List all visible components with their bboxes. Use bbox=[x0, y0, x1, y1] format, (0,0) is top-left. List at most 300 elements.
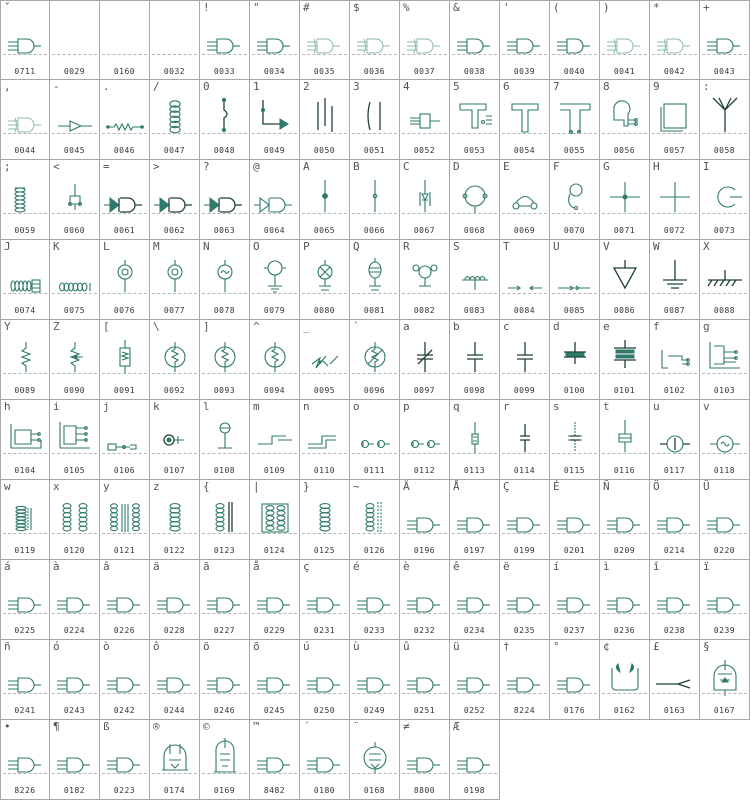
glyph-cell bbox=[350, 560, 400, 640]
glyph-code: 0095 bbox=[313, 386, 336, 395]
glyph-cell bbox=[700, 0, 750, 80]
glyph-cell bbox=[350, 400, 400, 480]
cap-dashed-icon bbox=[550, 400, 600, 460]
glyph-character: å bbox=[253, 560, 260, 573]
baseline-divider bbox=[52, 213, 97, 214]
glyph-cell bbox=[400, 80, 450, 160]
glyph-code: 0090 bbox=[63, 386, 86, 395]
baseline-divider bbox=[602, 613, 647, 614]
glyph-cell bbox=[250, 160, 300, 240]
glyph-cell bbox=[550, 640, 600, 720]
glyph-character: Ü bbox=[703, 480, 710, 493]
glyph-cell bbox=[500, 0, 550, 80]
diode-gate-light-icon bbox=[250, 160, 300, 220]
glyph-cell bbox=[650, 80, 700, 160]
baseline-divider bbox=[3, 293, 47, 294]
glyph-code: 8224 bbox=[513, 706, 536, 715]
baseline-divider bbox=[452, 373, 497, 374]
glyph-code: 0054 bbox=[513, 146, 536, 155]
glyph-cell bbox=[250, 400, 300, 480]
baseline-divider bbox=[52, 533, 97, 534]
glyph-cell bbox=[300, 400, 350, 480]
glyph-code: 0236 bbox=[613, 626, 636, 635]
glyph-code: 0250 bbox=[313, 706, 336, 715]
cap-battery-icon bbox=[550, 320, 600, 380]
fuse-v-icon bbox=[450, 400, 500, 460]
glyph-character: o bbox=[353, 400, 360, 413]
loop-circles-icon bbox=[450, 160, 500, 220]
ground-icon bbox=[650, 240, 700, 300]
glyph-code: 0214 bbox=[663, 546, 686, 555]
glyph-character: C bbox=[403, 160, 410, 173]
glyph-character: O bbox=[253, 240, 260, 253]
glyph-code: 0113 bbox=[463, 466, 486, 475]
glyph-code: 0091 bbox=[113, 386, 136, 395]
glyph-character: r bbox=[503, 400, 510, 413]
gate-icon bbox=[100, 560, 150, 620]
glyph-character: u bbox=[653, 400, 660, 413]
gate-icon bbox=[700, 560, 750, 620]
glyph-character: † bbox=[503, 640, 510, 653]
resistor-circle-arrow-icon bbox=[350, 320, 400, 380]
baseline-divider bbox=[552, 293, 597, 294]
baseline-divider bbox=[552, 533, 597, 534]
glyph-cell bbox=[650, 160, 700, 240]
glyph-character: A bbox=[303, 160, 310, 173]
gate-icon bbox=[550, 1, 600, 61]
glyph-cell bbox=[0, 640, 50, 720]
glyph-character: ¨ bbox=[353, 720, 360, 733]
glyph-character: G bbox=[603, 160, 610, 173]
baseline-divider bbox=[152, 773, 197, 774]
baseline-divider bbox=[3, 133, 47, 134]
glyph-cell bbox=[0, 80, 50, 160]
glyph-character: ! bbox=[203, 1, 210, 14]
glyph-character: ì bbox=[603, 560, 610, 573]
glyph-cell bbox=[350, 640, 400, 720]
baseline-divider bbox=[152, 293, 197, 294]
glyph-code: 0082 bbox=[413, 306, 436, 315]
glyph-code: 0174 bbox=[163, 786, 186, 795]
dot-line-small-icon bbox=[350, 160, 400, 220]
gate-icon bbox=[150, 560, 200, 620]
gate-icon bbox=[200, 560, 250, 620]
glyph-cell bbox=[0, 320, 50, 400]
glyph-character: í bbox=[553, 560, 560, 573]
glyph-character: p bbox=[403, 400, 410, 413]
glyph-character: H bbox=[653, 160, 660, 173]
baseline-divider bbox=[202, 613, 247, 614]
glyph-cell bbox=[700, 160, 750, 240]
resistor-h-icon bbox=[100, 80, 150, 140]
glyph-code: 0096 bbox=[363, 386, 386, 395]
baseline-divider bbox=[352, 373, 397, 374]
glyph-cell bbox=[100, 320, 150, 400]
baseline-divider bbox=[3, 773, 47, 774]
resistor-circle-icon bbox=[150, 320, 200, 380]
glyph-code: 0244 bbox=[163, 706, 186, 715]
gate-icon bbox=[50, 560, 100, 620]
glyph-character: é bbox=[353, 560, 360, 573]
baseline-divider bbox=[702, 453, 747, 454]
baseline-divider bbox=[352, 453, 397, 454]
glyph-code: 0097 bbox=[413, 386, 436, 395]
glyph-code: 0068 bbox=[463, 226, 486, 235]
glyph-cell bbox=[400, 160, 450, 240]
glyph-character: T bbox=[503, 240, 510, 253]
glyph-code: 0099 bbox=[513, 386, 536, 395]
glyph-code: 0083 bbox=[463, 306, 486, 315]
coil-single-big-icon bbox=[300, 480, 350, 540]
gate-icon bbox=[550, 480, 600, 540]
glyph-character: 1 bbox=[253, 80, 260, 93]
fork-wire-icon bbox=[650, 640, 700, 700]
glyph-cell bbox=[400, 640, 450, 720]
glyph-code: 0040 bbox=[563, 67, 586, 76]
glyph-cell bbox=[50, 720, 100, 800]
glyph-character: ß bbox=[103, 720, 110, 733]
glyph-code: 0228 bbox=[163, 626, 186, 635]
baseline-divider bbox=[552, 373, 597, 374]
baseline-divider bbox=[52, 773, 97, 774]
box-pins-icon bbox=[650, 80, 700, 140]
glyph-code: 0059 bbox=[14, 226, 36, 235]
glyph-code: 0060 bbox=[63, 226, 86, 235]
glyph-code: 0029 bbox=[63, 67, 86, 76]
lamp-ring-icon bbox=[100, 240, 150, 300]
glyph-cell bbox=[100, 720, 150, 800]
glyph-cell bbox=[300, 240, 350, 320]
gate-icon bbox=[50, 640, 100, 700]
glyph-character: + bbox=[703, 1, 710, 14]
glyph-character: c bbox=[503, 320, 510, 333]
glyph-code: 0168 bbox=[363, 786, 386, 795]
glyph-code: 0227 bbox=[213, 626, 236, 635]
baseline-divider bbox=[502, 613, 547, 614]
glyph-cell bbox=[50, 480, 100, 560]
glyph-character: ~ bbox=[353, 480, 360, 493]
glyph-cell bbox=[250, 0, 300, 80]
glyph-character: ã bbox=[203, 560, 210, 573]
glyph-code: 0043 bbox=[713, 67, 736, 76]
antenna-coil-icon bbox=[200, 400, 250, 460]
glyph-character: ) bbox=[603, 1, 610, 14]
glyph-code: 0249 bbox=[363, 706, 386, 715]
baseline-divider bbox=[252, 133, 297, 134]
baseline-divider bbox=[652, 54, 697, 55]
baseline-divider bbox=[702, 373, 747, 374]
glyph-cell bbox=[550, 80, 600, 160]
glyph-code: 0197 bbox=[463, 546, 486, 555]
gate-icon bbox=[600, 560, 650, 620]
glyph-character: Y bbox=[4, 320, 11, 333]
gate-icon bbox=[1, 560, 51, 620]
baseline-divider bbox=[552, 613, 597, 614]
gate-icon bbox=[700, 480, 750, 540]
baseline-divider bbox=[402, 213, 447, 214]
cross-dot-icon bbox=[600, 160, 650, 220]
gate-icon bbox=[200, 640, 250, 700]
glyph-cell bbox=[600, 0, 650, 80]
glyph-code: 0062 bbox=[163, 226, 186, 235]
glyph-character: 8 bbox=[603, 80, 610, 93]
glyph-cell bbox=[150, 480, 200, 560]
glyph-code: 0163 bbox=[663, 706, 686, 715]
baseline-divider bbox=[502, 213, 547, 214]
glyph-code: 8482 bbox=[263, 786, 286, 795]
glyph-character: z bbox=[153, 480, 160, 493]
baseline-divider bbox=[302, 54, 347, 55]
gate-icon bbox=[250, 640, 300, 700]
glyph-character: ê bbox=[453, 560, 460, 573]
glyph-cell bbox=[150, 560, 200, 640]
glyph-code: 0037 bbox=[413, 67, 436, 76]
cap-var-icon bbox=[400, 320, 450, 380]
glyph-code: 0711 bbox=[14, 67, 36, 76]
glyph-cell bbox=[250, 720, 300, 800]
glyph-cell bbox=[700, 80, 750, 160]
baseline-divider bbox=[402, 54, 447, 55]
meter-cross-icon bbox=[300, 240, 350, 300]
baseline-divider bbox=[52, 693, 97, 694]
glyph-code: 0180 bbox=[313, 786, 336, 795]
glyph-cell bbox=[200, 80, 250, 160]
baseline-divider bbox=[252, 453, 297, 454]
glyph-character: | bbox=[253, 480, 260, 493]
glyph-code: 0033 bbox=[213, 67, 236, 76]
glyph-character: 0 bbox=[203, 80, 210, 93]
baseline-divider bbox=[352, 54, 397, 55]
baseline-divider bbox=[652, 213, 697, 214]
baseline-divider bbox=[402, 533, 447, 534]
glyph-code: 0106 bbox=[113, 466, 136, 475]
glyph-code: 0092 bbox=[163, 386, 186, 395]
glyph-character: ≠ bbox=[403, 720, 410, 733]
glyph-cell bbox=[450, 640, 500, 720]
gate-icon bbox=[450, 720, 500, 780]
glyph-cell bbox=[450, 480, 500, 560]
glyph-character: ™ bbox=[253, 720, 260, 733]
glyph-character: $ bbox=[353, 1, 360, 14]
glyph-character: ô bbox=[153, 640, 160, 653]
chip-pins-icon bbox=[650, 320, 700, 380]
glyph-cell bbox=[700, 400, 750, 480]
glyph-cell bbox=[200, 320, 250, 400]
glyph-cell bbox=[550, 480, 600, 560]
glyph-character: h bbox=[4, 400, 11, 413]
glyph-character: ù bbox=[353, 640, 360, 653]
baseline-divider bbox=[352, 613, 397, 614]
baseline-divider bbox=[652, 133, 697, 134]
glyph-code: 0167 bbox=[713, 706, 736, 715]
gate-light-icon bbox=[400, 1, 450, 61]
glyph-character: E bbox=[503, 160, 510, 173]
glyph-character: 3 bbox=[353, 80, 360, 93]
baseline-divider bbox=[302, 133, 347, 134]
glyph-code: 0246 bbox=[213, 706, 236, 715]
glyph-code: 0243 bbox=[63, 706, 86, 715]
glyph-code: 0235 bbox=[513, 626, 536, 635]
dot-line-icon bbox=[300, 160, 350, 220]
glyph-character: õ bbox=[253, 640, 260, 653]
glyph-code: 0239 bbox=[713, 626, 736, 635]
glyph-cell bbox=[600, 240, 650, 320]
baseline-divider bbox=[152, 533, 197, 534]
baseline-divider bbox=[452, 773, 497, 774]
baseline-divider bbox=[602, 533, 647, 534]
gate-icon bbox=[250, 560, 300, 620]
glyph-code: 0044 bbox=[14, 146, 36, 155]
baseline-divider bbox=[602, 54, 647, 55]
glyph-character: Ç bbox=[503, 480, 510, 493]
diode-gate-icon bbox=[150, 160, 200, 220]
glyph-cell bbox=[450, 80, 500, 160]
glyph-character: & bbox=[453, 1, 460, 14]
glyph-cell bbox=[50, 160, 100, 240]
baseline-divider bbox=[402, 693, 447, 694]
baseline-divider bbox=[3, 613, 47, 614]
glyph-cell bbox=[400, 480, 450, 560]
chassis-icon bbox=[700, 240, 750, 300]
glyph-cell bbox=[200, 560, 250, 640]
glyph-code: 0225 bbox=[14, 626, 36, 635]
glyph-cell bbox=[200, 720, 250, 800]
glyph-code: 0232 bbox=[413, 626, 436, 635]
glyph-character: Ä bbox=[403, 480, 410, 493]
glyph-cell bbox=[450, 240, 500, 320]
circle-wave-icon bbox=[700, 400, 750, 460]
baseline-divider bbox=[102, 773, 147, 774]
baseline-divider bbox=[702, 213, 747, 214]
chip-pins-big-icon bbox=[700, 320, 750, 380]
gate-icon bbox=[500, 480, 550, 540]
tube-triode-icon bbox=[700, 640, 750, 700]
gate-icon bbox=[300, 560, 350, 620]
glyph-code: 0245 bbox=[263, 706, 286, 715]
glyph-cell bbox=[650, 320, 700, 400]
glyph-code: 0081 bbox=[363, 306, 386, 315]
baseline-divider bbox=[602, 453, 647, 454]
glyph-cell bbox=[600, 480, 650, 560]
glyph-character: t bbox=[603, 400, 610, 413]
baseline-divider bbox=[252, 693, 297, 694]
glyph-cell bbox=[50, 400, 100, 480]
baseline-divider bbox=[202, 133, 247, 134]
gate-icon bbox=[450, 480, 500, 540]
gate-icon bbox=[150, 640, 200, 700]
glyph-cell bbox=[450, 160, 500, 240]
glyph-cell bbox=[100, 80, 150, 160]
glyph-cell bbox=[300, 320, 350, 400]
baseline-divider bbox=[352, 693, 397, 694]
baseline-divider bbox=[352, 773, 397, 774]
glyph-character: Q bbox=[353, 240, 360, 253]
crystal-icon bbox=[400, 80, 450, 140]
gate-icon bbox=[550, 640, 600, 700]
glyph-cell bbox=[450, 720, 500, 800]
glyph-code: 0078 bbox=[213, 306, 236, 315]
arrows-right-icon bbox=[550, 240, 600, 300]
glyph-character: £ bbox=[653, 640, 660, 653]
glyph-cell bbox=[600, 320, 650, 400]
baseline-divider bbox=[52, 373, 97, 374]
glyph-cell bbox=[550, 320, 600, 400]
twin-jacks-icon bbox=[350, 400, 400, 460]
lamp-ring-icon bbox=[150, 240, 200, 300]
glyph-code: 0072 bbox=[663, 226, 686, 235]
baseline-divider bbox=[102, 693, 147, 694]
glyph-cell bbox=[350, 0, 400, 80]
baseline-divider bbox=[602, 213, 647, 214]
gate-icon bbox=[550, 560, 600, 620]
glyph-code: 0229 bbox=[263, 626, 286, 635]
glyph-cell bbox=[150, 320, 200, 400]
glyph-character: M bbox=[153, 240, 160, 253]
glyph-cell bbox=[650, 480, 700, 560]
baseline-divider bbox=[302, 773, 347, 774]
glyph-character: U bbox=[553, 240, 560, 253]
spark-icon bbox=[300, 320, 350, 380]
glyph-code: 0046 bbox=[113, 146, 136, 155]
glyph-code: 0196 bbox=[413, 546, 436, 555]
glyph-character: ë bbox=[503, 560, 510, 573]
baseline-divider bbox=[402, 613, 447, 614]
glyph-character: b bbox=[453, 320, 460, 333]
glyph-character: @ bbox=[253, 160, 260, 173]
baseline-divider bbox=[552, 453, 597, 454]
glyph-character: ´ bbox=[303, 720, 310, 733]
glyph-character: R bbox=[403, 240, 410, 253]
baseline-divider bbox=[502, 293, 547, 294]
cap-icon bbox=[450, 320, 500, 380]
baseline-divider bbox=[352, 213, 397, 214]
glyph-character: ç bbox=[303, 560, 310, 573]
glyph-character: ñ bbox=[4, 640, 11, 653]
glyph-character: > bbox=[153, 160, 160, 173]
glyph-cell bbox=[500, 240, 550, 320]
glyph-cell bbox=[400, 400, 450, 480]
glyph-code: 0041 bbox=[613, 67, 636, 76]
glyph-code: 0223 bbox=[113, 786, 136, 795]
coil-core-icon bbox=[200, 480, 250, 540]
glyph-cell bbox=[650, 640, 700, 720]
baseline-divider bbox=[202, 213, 247, 214]
baseline-divider bbox=[302, 373, 347, 374]
gate-icon bbox=[50, 720, 100, 780]
glyph-code: 0224 bbox=[63, 626, 86, 635]
glyph-character: d bbox=[553, 320, 560, 333]
glyph-cell bbox=[550, 400, 600, 480]
baseline-divider bbox=[452, 693, 497, 694]
glyph-cell bbox=[500, 640, 550, 720]
glyph-code: 0124 bbox=[263, 546, 286, 555]
glyph-character: É bbox=[553, 480, 560, 493]
baseline-divider bbox=[102, 293, 147, 294]
glyph-character: Æ bbox=[453, 720, 460, 733]
baseline-divider bbox=[102, 613, 147, 614]
baseline-divider bbox=[552, 54, 597, 55]
baseline-divider bbox=[552, 133, 597, 134]
glyph-code: 0114 bbox=[513, 466, 536, 475]
glyph-cell bbox=[700, 560, 750, 640]
glyph-code: 0169 bbox=[213, 786, 236, 795]
baseline-divider bbox=[402, 773, 447, 774]
glyph-character: V bbox=[603, 240, 610, 253]
glyph-character: e bbox=[603, 320, 610, 333]
glyph-character: 4 bbox=[403, 80, 410, 93]
glyph-code: 0038 bbox=[463, 67, 486, 76]
baseline-divider bbox=[702, 133, 747, 134]
